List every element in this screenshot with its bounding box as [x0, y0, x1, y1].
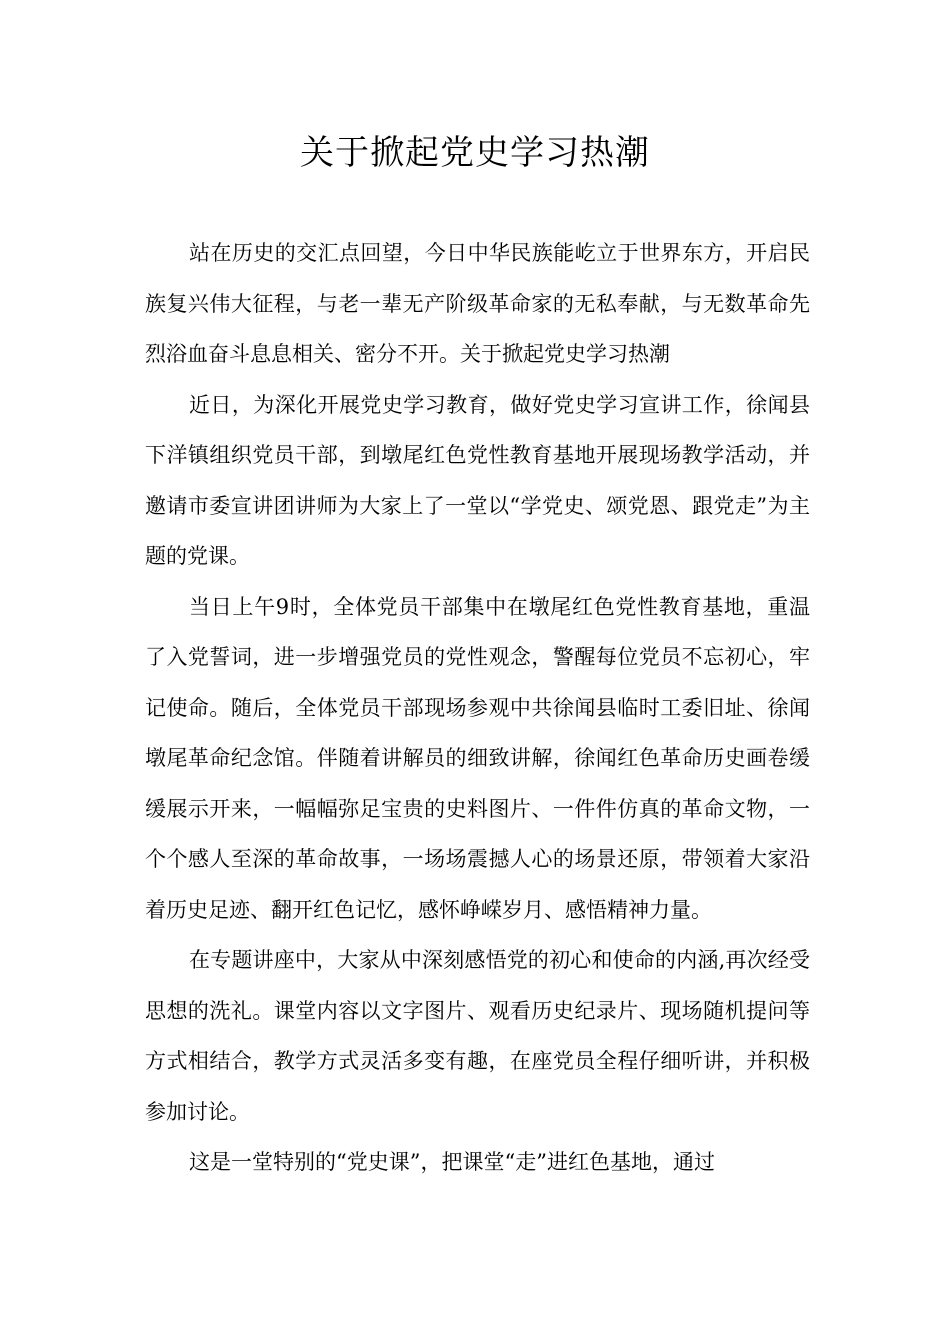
paragraph-3: 当日上午9时，全体党员干部集中在墩尾红色党性教育基地，重温了入党誓词，进一步增强党员的党性观念，警醒每位党员不忘初心，牢记使命。随后，全体党员干部现场参观中共徐闻县临时工委旧址、徐闻墩尾革命纪念馆。伴随着讲解员的细致讲解，徐闻红色革命历史画卷缓缓展示开来，一幅幅弥足宝贵的史料图片、一件件仿真的革命文物，一个个感人至深的革命故事，一场场震撼人心的场景还原，带领着大家沿着历史足迹、翻开红色记忆，感怀峥嵘岁月、感悟精神力量。: [145, 594, 810, 922]
document-title: 关于掀起党史学习热潮: [300, 133, 650, 173]
paragraph-4: 在专题讲座中，大家从中深刻感悟党的初心和使命的内涵,再次经受思想的洗礼。课堂内容以文字图片、观看历史纪录片、现场随机提问等方式相结合，教学方式灵活多变有趣，在座党员全程仔细听讲，并积极参加讨论。: [145, 948, 810, 1124]
document-body: [145, 228, 810, 1188]
paragraph-5: 这是一堂特别的“党史课”，把课堂“走”进红色基地，通过: [189, 1150, 715, 1174]
paragraph-2: 近日，为深化开展党史学习教育，做好党史学习宣讲工作，徐闻县下洋镇组织党员干部，到墩尾红色党性教育基地开展现场教学活动，并邀请市委宣讲团讲师为大家上了一堂以“学党史、颂党恩、跟党走”为主题的党课。: [145, 392, 810, 568]
paragraph-1: 站在历史的交汇点回望，今日中华民族能屹立于世界东方，开启民族复兴伟大征程，与老一辈无产阶级革命家的无私奉献，与无数革命先烈浴血奋斗息息相关、密分不开。关于掀起党史学习热潮: [145, 241, 810, 366]
